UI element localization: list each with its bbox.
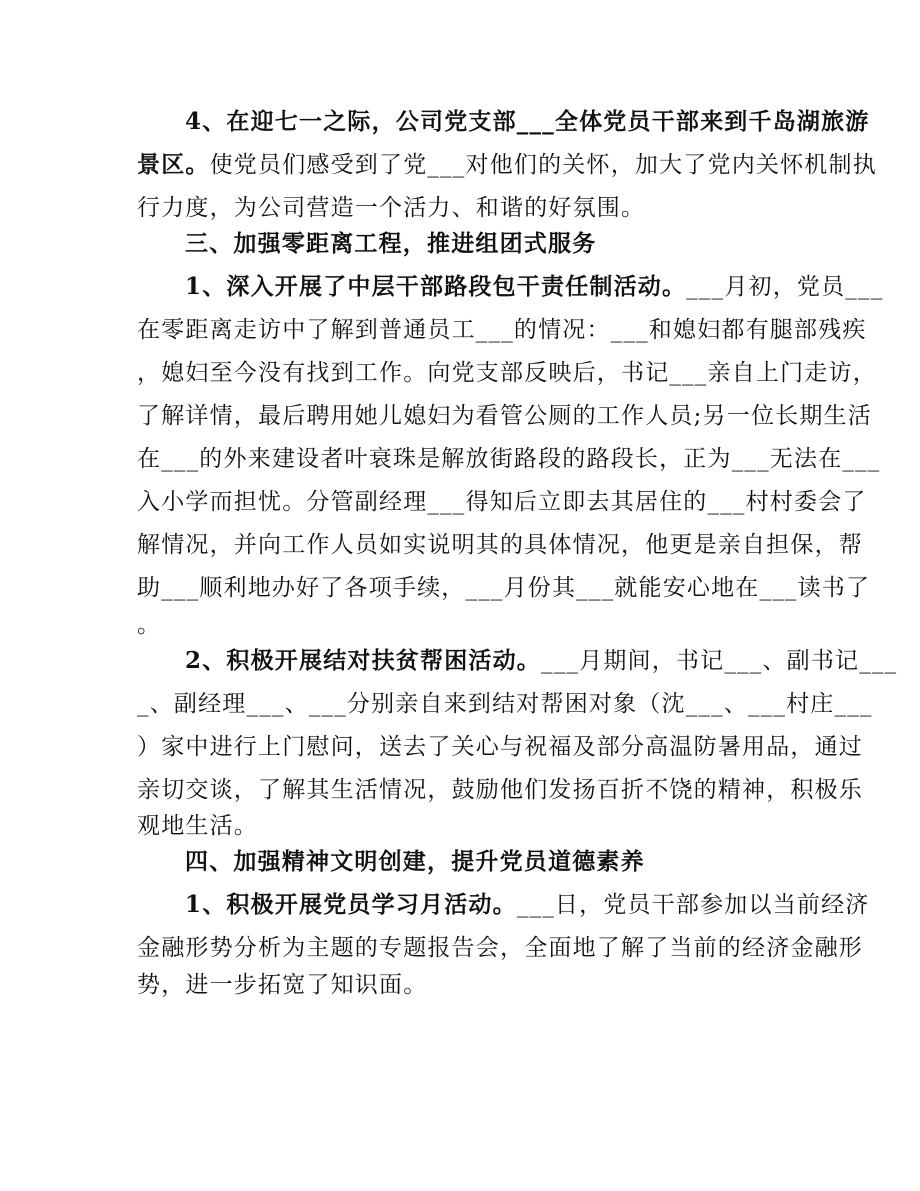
section-heading [185, 229, 920, 259]
bold-text: 1、积极开展党员学习月活动。 [185, 891, 517, 918]
paragraph-line [137, 487, 920, 517]
body-text: 亲切交谈，了解其生活情况，鼓励他们发扬百折不饶的精神，积极乐 [137, 777, 863, 803]
body-text: ，媳妇至今没有找到工作。向党支部反映后，书记___亲自上门走访， [137, 360, 877, 386]
bold-text: 1、深入开展了中层干部路段包干责任制活动。 [185, 273, 687, 300]
paragraph-line [137, 689, 920, 719]
bold-text: 四、加强精神文明创建，提升党员道德素养 [185, 848, 645, 875]
body-text: 助___顺利地办好了各项手续，___月份其___就能安心地在___读书了 [137, 575, 871, 601]
body-text: _、副经理___、___分别亲自来到结对帮困对象（沈___、___村庄___ [137, 691, 873, 717]
paragraph-line [137, 610, 920, 640]
body-text: 。 [137, 612, 162, 638]
paragraph-line [137, 732, 920, 762]
paragraph-line [185, 890, 920, 920]
paragraph-line [137, 150, 920, 180]
body-text: 金融形势分析为主题的专题报告会，全面地了解了当前的经济金融形 [137, 935, 863, 961]
body-text: 使党员们感受到了党___对他们的关怀，加大了党内关怀机制执 [209, 152, 877, 178]
paragraph-line [185, 272, 920, 302]
paragraph-line [137, 970, 920, 1000]
body-text: 了解详情，最后聘用她儿媳妇为看管公厕的工作人员;另一位长期生活 [137, 403, 872, 429]
body-text: ___日，党员干部参加以当前经济 [516, 892, 870, 918]
body-text: 入小学而担忧。分管副经理___得知后立即去其居住的___村村委会了 [137, 489, 867, 515]
body-text: 在零距离走访中了解到普通员工___的情况：___和媳妇都有腿部残疾 [137, 317, 867, 343]
body-text: ___月初，党员___ [686, 274, 884, 300]
section-heading [185, 847, 920, 877]
bold-text: 4、在迎七一之际，公司党支部___全体党员干部来到千岛湖旅游 [185, 108, 870, 135]
paragraph-line [137, 573, 920, 603]
paragraph-line [137, 401, 920, 431]
paragraph-line [137, 775, 920, 805]
body-text: 势，进一步拓宽了知识面。 [137, 972, 428, 998]
paragraph-line [137, 315, 920, 345]
body-text: 行力度，为公司营造一个活力、和谐的好氛围。 [137, 195, 646, 221]
body-text: ）家中进行上门慰问，送去了关心与祝福及部分高温防暑用品，通过 [137, 734, 863, 760]
body-text: 观地生活。 [137, 813, 258, 839]
bold-text: 景区。 [137, 151, 210, 178]
body-text: 解情况，并向工作人员如实说明其的具体情况，他更是亲自担保，帮 [137, 532, 863, 558]
bold-text: 三、加强零距离工程，推进组团式服务 [185, 230, 597, 257]
body-text: ___月期间，书记___、副书记___ [541, 648, 898, 674]
paragraph-line [137, 444, 920, 474]
paragraph-line [137, 530, 920, 560]
paragraph-line [137, 193, 920, 223]
paragraph-line [185, 107, 920, 137]
paragraph-line [185, 646, 920, 676]
paragraph-line [137, 811, 920, 841]
bold-text: 2、积极开展结对扶贫帮困活动。 [185, 647, 542, 674]
paragraph-line [137, 358, 920, 388]
body-text: 在___的外来建设者叶衰珠是解放街路段的路段长，正为___无法在___ [137, 446, 881, 472]
paragraph-line [137, 933, 920, 963]
